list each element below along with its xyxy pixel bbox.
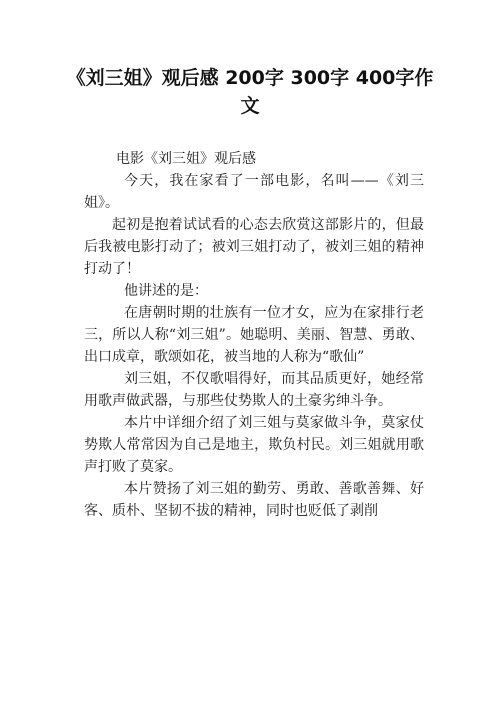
paragraph-heading: 电影《刘三姐》观后感 bbox=[116, 151, 256, 167]
document-body bbox=[84, 148, 424, 522]
paragraph: 今天，我在家看了一部电影，名叫——《刘三姐》。 bbox=[84, 173, 424, 211]
paragraph: 他讲述的是： bbox=[124, 283, 208, 299]
paragraph: 本片中详细介绍了刘三姐与莫家做斗争，莫家仗势欺人常常因为自己是地主，欺负村民。刘三姐就用歌声打败了莫家。 bbox=[84, 415, 424, 475]
paragraph: 在唐朝时期的壮族有一位才女，应为在家排行老三，所以人称“刘三姐”。她聪明、美丽、智慧、勇敢、出口成章，歌颂如花，被当地的人称为“歌仙” bbox=[84, 305, 424, 365]
paragraph: 起初是抱着试试看的心态去欣赏这部影片的，但最后我被电影打动了；被刘三姐打动了，被刘三姐的精神打动了！ bbox=[84, 217, 424, 277]
paragraph: 刘三姐，不仅歌唱得好，而其品质更好，她经常用歌声做武器，与那些仗势欺人的土豪劣绅斗争。 bbox=[84, 371, 424, 409]
document-title: 《刘三姐》观后感 200字 300字 400字作文 bbox=[66, 67, 434, 117]
paragraph: 本片赞扬了刘三姐的勤劳、勇敢、善歌善舞、好客、质朴、坚韧不拔的精神，同时也贬低了剥削 bbox=[84, 481, 424, 519]
